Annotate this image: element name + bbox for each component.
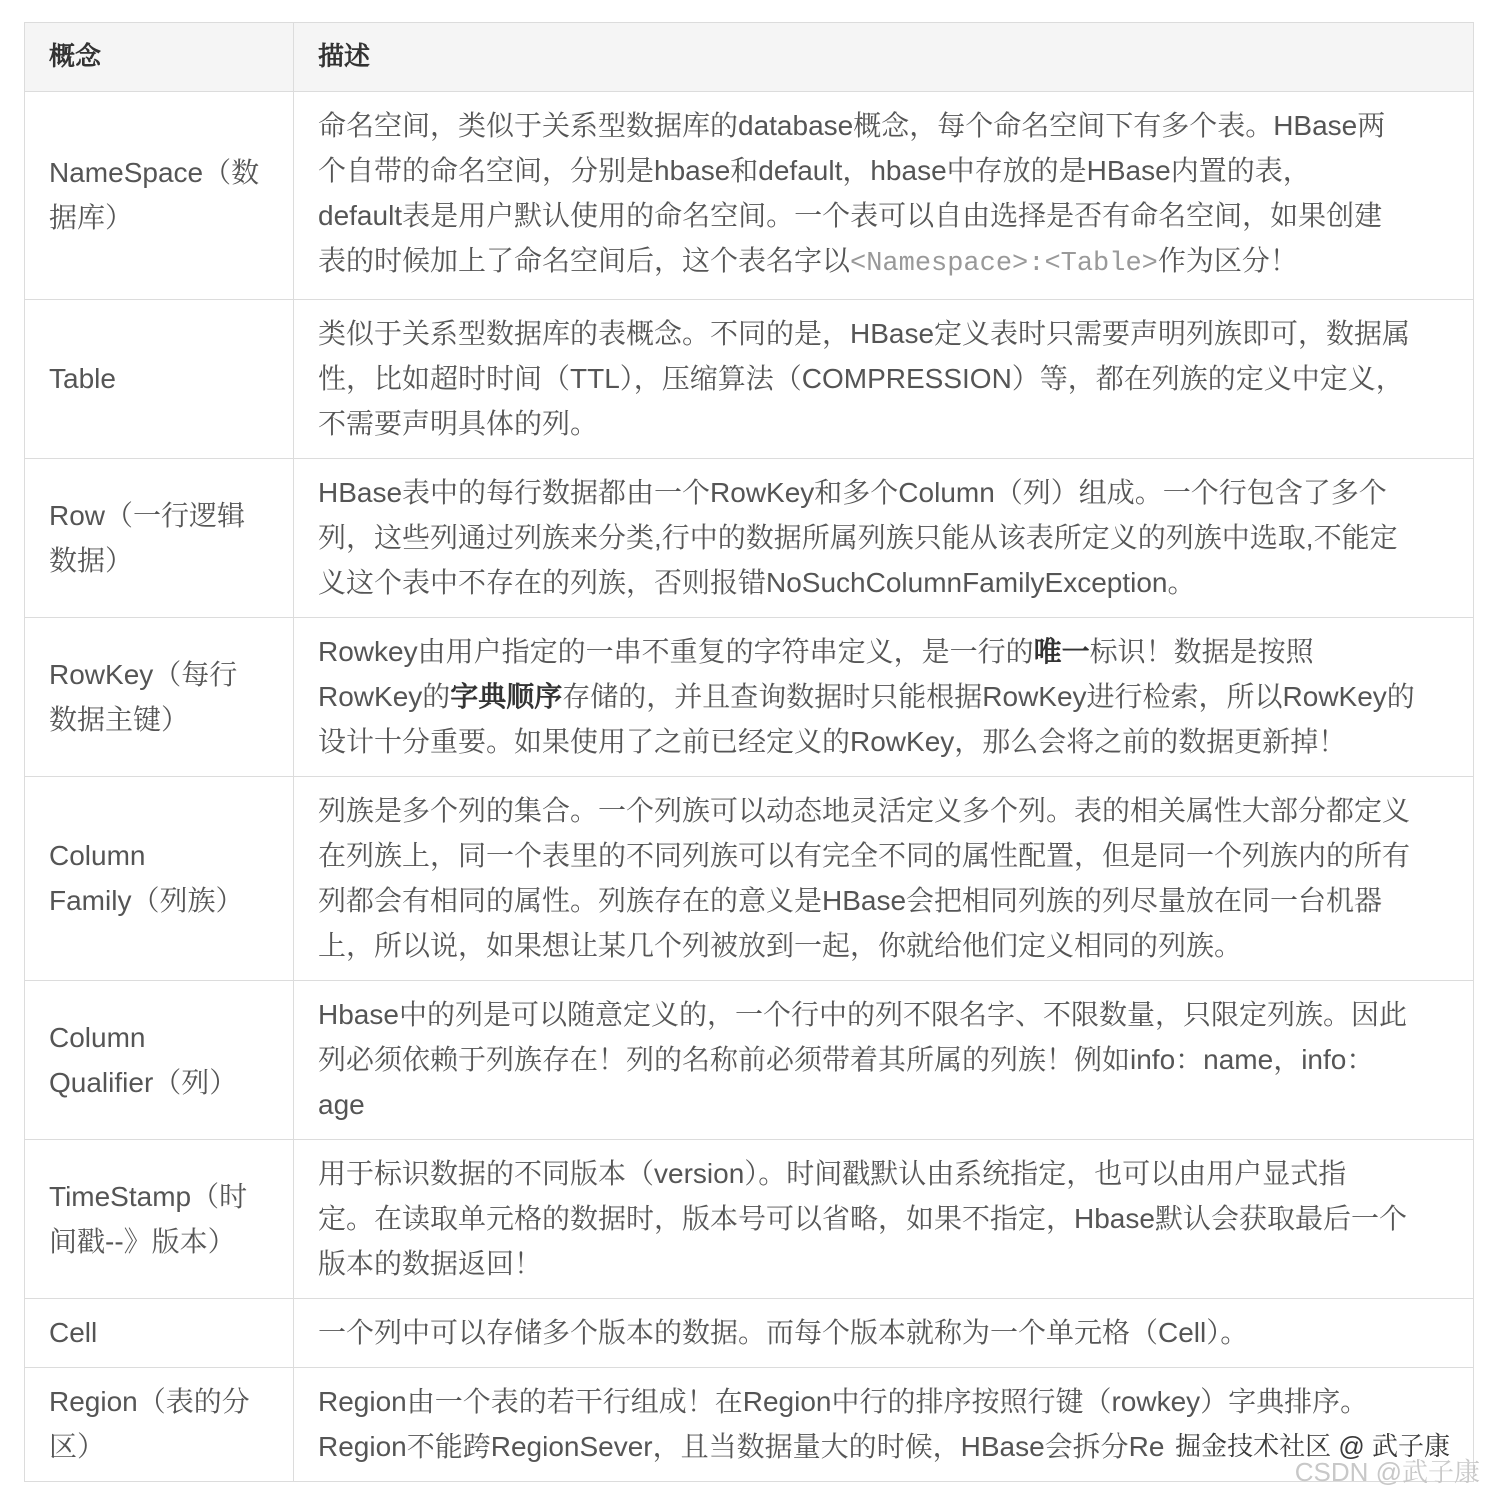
header-concept: 概念 <box>25 23 294 92</box>
description-text <box>318 674 1457 719</box>
concept-cell <box>25 777 294 981</box>
description-text: 列都会有相同的属性。列族存在的意义是HBase会把相同列族的列尽量放在同一台机器 <box>318 885 1383 916</box>
header-row <box>25 23 1474 92</box>
description-text: 性，比如超时时间（TTL），压缩算法（COMPRESSION）等，都在列族的定义中定义， <box>318 363 1404 394</box>
table-row <box>25 300 1474 459</box>
header-description: 描述 <box>294 23 1474 92</box>
concept-text: 间戳--》版本） <box>49 1225 236 1257</box>
description-text: 列族是多个列的集合。一个列族可以动态地灵活定义多个列。表的相关属性大部分都定义 <box>318 795 1411 826</box>
table-body <box>25 92 1474 1482</box>
description-text: 设计十分重要。如果使用了之前已经定义的RowKey，那么会将之前的数据更新掉！ <box>318 726 1347 757</box>
description-text <box>318 238 1457 287</box>
inline-code: <Namespace>:<Table> <box>850 249 1158 279</box>
description-cell <box>294 777 1474 981</box>
concept-text: Qualifier（列） <box>49 1066 238 1098</box>
description-text: Region不能跨RegionSever，且当数据量大的时候，HBase会拆分Re <box>318 1431 1165 1462</box>
description-cell <box>294 92 1474 300</box>
description-text: 列必须依赖于列族存在！列的名称前必须带着其所属的列族！例如info：name，info： <box>318 1044 1375 1075</box>
concept-text: Family（列族） <box>49 885 244 916</box>
table-row <box>25 981 1474 1140</box>
description-text: default表是用户默认使用的命名空间。一个表可以自由选择是否有命名空间，如果创建 <box>318 200 1383 231</box>
description-text: 命名空间，类似于关系型数据库的database概念，每个命名空间下有多个表。HBase两 <box>318 110 1386 141</box>
description-text <box>318 629 1457 674</box>
concept-cell <box>25 459 294 618</box>
concept-text: NameSpace（数 <box>49 157 260 188</box>
concept-cell <box>25 1299 294 1368</box>
table-row <box>25 1368 1474 1482</box>
description-cell <box>294 1299 1474 1368</box>
description-text: 类似于关系型数据库的表概念。不同的是，HBase定义表时只需要声明列族即可，数据属 <box>318 318 1411 349</box>
concept-text: Column <box>49 1021 146 1053</box>
concept-text: Row（一行逻辑 <box>49 499 246 531</box>
concept-text: Cell <box>49 1317 98 1348</box>
emphasis-text: 唯一 <box>1033 636 1090 667</box>
emphasis-text: 字典顺序 <box>450 681 563 712</box>
table-row <box>25 1140 1474 1299</box>
concept-cell <box>25 92 294 300</box>
description-text: 义这个表中不存在的列族，否则报错NoSuchColumnFamilyException。 <box>318 567 1196 598</box>
description-text: 不需要声明具体的列。 <box>318 408 599 439</box>
description-text: 个自带的命名空间，分别是hbase和default，hbase中存放的是HBase内置的表， <box>318 155 1311 186</box>
description-text: 一个列中可以存储多个版本的数据。而每个版本就称为一个单元格（Cell）。 <box>318 1317 1249 1348</box>
description-text: 用于标识数据的不同版本（version）。时间戳默认由系统指定，也可以由用户显式指 <box>318 1158 1347 1189</box>
text-segment: 标识！数据是按照 <box>1089 636 1314 667</box>
concept-text: 据库） <box>49 202 134 233</box>
csdn-watermark: CSDN @武子康 <box>1294 1457 1480 1487</box>
concept-text: TimeStamp（时 <box>49 1180 248 1212</box>
concept-cell <box>25 618 294 777</box>
description-cell <box>294 618 1474 777</box>
table-row <box>25 618 1474 777</box>
description-text: age <box>318 1089 365 1120</box>
description-text: 版本的数据返回！ <box>318 1248 543 1279</box>
table-header <box>25 23 1474 92</box>
description-cell <box>294 300 1474 459</box>
concept-text: 数据） <box>49 544 134 576</box>
table-row <box>25 92 1474 300</box>
description-cell <box>294 459 1474 618</box>
description-text: Hbase中的列是可以随意定义的，一个行中的列不限名字、不限数量，只限定列族。因此 <box>318 999 1407 1030</box>
description-cell <box>294 981 1474 1140</box>
concept-text: RowKey（每行 <box>49 658 238 690</box>
table-row <box>25 1299 1474 1368</box>
text-segment: RowKey的 <box>318 681 451 712</box>
concept-text: Column <box>49 840 146 871</box>
text-segment: 存储的，并且查询数据时只能根据RowKey进行检索，所以RowKey的 <box>562 681 1415 712</box>
text-segment: 作为区分！ <box>1157 245 1298 276</box>
description-text: Region由一个表的若干行组成！在Region中行的排序按照行键（rowkey）字典排序。 <box>318 1386 1369 1417</box>
juejin-watermark: 掘金技术社区 @ 武子康 <box>1175 1431 1450 1461</box>
concept-text: 区） <box>49 1431 106 1462</box>
concept-cell <box>25 981 294 1140</box>
table-row <box>25 777 1474 981</box>
description-text: 上，所以说，如果想让某几个列被放到一起，你就给他们定义相同的列族。 <box>318 930 1243 961</box>
table-row <box>25 459 1474 618</box>
text-segment: Rowkey由用户指定的一串不重复的字符串定义，是一行的 <box>318 636 1034 667</box>
description-text: 列，这些列通过列族来分类,行中的数据所属列族只能从该表所定义的列族中选取,不能定 <box>318 522 1398 553</box>
text-segment: 表的时候加上了命名空间后，这个表名字以 <box>318 245 851 276</box>
description-text: 在列族上，同一个表里的不同列族可以有完全不同的属性配置，但是同一个列族内的所有 <box>318 840 1411 871</box>
concept-cell <box>25 1140 294 1299</box>
description-text: HBase表中的每行数据都由一个RowKey和多个Column（列）组成。一个行包含了多个 <box>318 477 1387 508</box>
concept-text: 数据主键） <box>49 703 190 735</box>
description-text: 定。在读取单元格的数据时，版本号可以省略，如果不指定，Hbase默认会获取最后一个 <box>318 1203 1407 1234</box>
concept-text: Region（表的分 <box>49 1386 250 1417</box>
concept-cell <box>25 300 294 459</box>
concept-table <box>24 22 1474 1482</box>
concept-cell <box>25 1368 294 1482</box>
concept-text: Table <box>49 363 116 394</box>
description-cell <box>294 1140 1474 1299</box>
